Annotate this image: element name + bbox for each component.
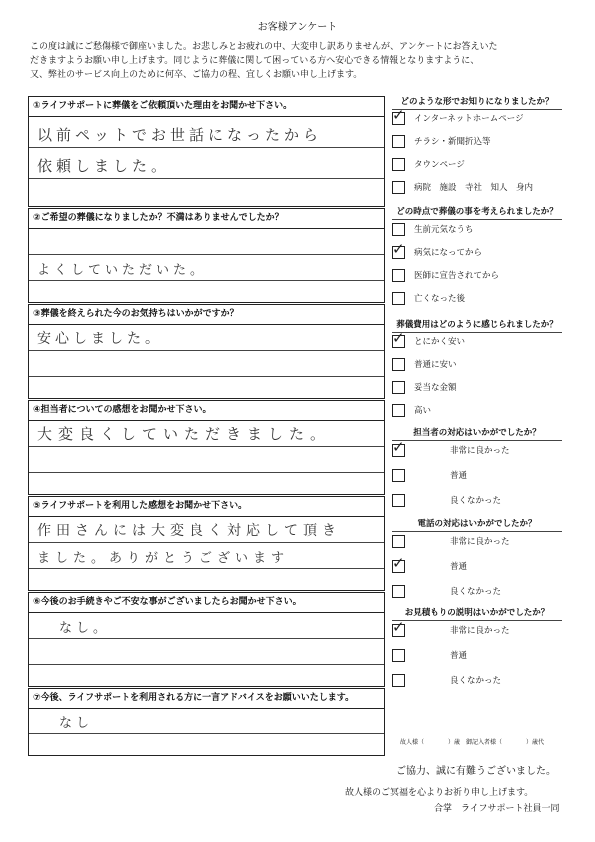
option-row (392, 494, 564, 512)
option-row (392, 223, 564, 241)
answer-line[interactable] (29, 613, 384, 639)
option-row (392, 181, 564, 199)
check-mark-icon: ✓ (392, 554, 405, 572)
question-6-label: ⑥今後のお手続きやご不安な事がございましたらお聞かせ下さい。 (29, 593, 384, 613)
answer-line[interactable] (29, 569, 384, 593)
check-mark-icon: ✓ (392, 618, 405, 636)
option-label: 普通 (450, 471, 468, 481)
thanks-text: ご協力、誠に有難うございました。 (396, 766, 556, 777)
answer-line[interactable] (29, 665, 384, 689)
option-label: 病院 施設 寺社 知人 身内 (414, 183, 534, 193)
option-row (392, 158, 564, 176)
checkbox[interactable] (392, 240, 405, 259)
option-label: 生前元気なうち (414, 225, 474, 235)
option-group-header: お見積もりの説明はいかがでしたか？ (392, 607, 562, 621)
option-label: とにかく安い (414, 337, 466, 347)
checkbox[interactable] (392, 223, 405, 236)
question-2-label: ②ご希望の葬儀になりましたか？不満はありませんでしたか？ (29, 209, 384, 229)
checkbox[interactable] (392, 618, 405, 637)
checkbox[interactable] (392, 469, 405, 482)
answer-line[interactable] (29, 421, 384, 447)
answer-text: 以前ペットでお世話になったから (37, 126, 323, 144)
option-group-header: どのような形でお知りになりましたか？ (392, 96, 562, 110)
question-7-box (28, 688, 385, 756)
intro-text (30, 40, 570, 82)
question-6-box (28, 592, 385, 687)
option-row (392, 358, 564, 376)
option-label: 非常に良かった (450, 446, 510, 456)
option-label: 高い (414, 406, 432, 416)
question-3-box (28, 304, 385, 399)
answer-text: 作田さんには大変良く対応して頂き (37, 523, 341, 539)
check-mark-icon: ✓ (392, 438, 405, 456)
checkbox[interactable] (392, 358, 405, 371)
checkbox[interactable] (392, 494, 405, 507)
question-5-label: ⑤ライフサポートを利用した感想をお聞かせ下さい。 (29, 497, 384, 517)
option-row (392, 404, 564, 422)
answer-text: なし (59, 716, 94, 731)
closing-text: 合掌 ライフサポート社員一同 (434, 804, 560, 814)
answer-text: ました。ありがとうございます (37, 551, 290, 566)
option-label: インターネットホームページ (414, 114, 524, 124)
answer-line[interactable] (29, 229, 384, 255)
answer-line[interactable] (29, 639, 384, 665)
answer-line[interactable] (29, 473, 384, 497)
option-row (392, 269, 564, 287)
checkbox[interactable] (392, 438, 405, 457)
option-row (392, 135, 564, 153)
option-group-header: 担当者の対応はいかがでしたか？ (392, 427, 562, 441)
option-row (392, 649, 564, 667)
checkbox[interactable] (392, 535, 405, 548)
answer-line[interactable] (29, 255, 384, 281)
question-1-label: ①ライフサポートに葬儀をご依頼頂いた理由をお聞かせ下さい。 (29, 97, 384, 117)
check-mark-icon: ✓ (392, 106, 405, 124)
option-label: 良くなかった (450, 676, 502, 686)
option-label: 普通 (450, 651, 468, 661)
option-label: 医師に宣告されてから (414, 271, 500, 281)
option-label: 良くなかった (450, 496, 502, 506)
option-label: 妥当な金額 (414, 383, 457, 393)
page-title: お客様アンケート (257, 22, 338, 33)
option-label: 良くなかった (450, 587, 502, 597)
answer-line[interactable] (29, 281, 384, 305)
answer-line[interactable] (29, 543, 384, 569)
question-5-box (28, 496, 385, 591)
option-label: 病気になってから (414, 248, 483, 258)
answer-line[interactable] (29, 734, 384, 756)
answer-line[interactable] (29, 377, 384, 401)
question-2-box (28, 208, 385, 303)
checkbox[interactable] (392, 404, 405, 417)
answer-line[interactable] (29, 447, 384, 473)
option-label: 普通に安い (414, 360, 457, 370)
answer-text: 依頼しました。 (37, 157, 171, 175)
answer-line[interactable] (29, 325, 384, 351)
answer-text: 安心しました。 (37, 331, 163, 347)
option-label: チラシ・新聞折込等 (414, 137, 491, 147)
checkbox[interactable] (392, 649, 405, 662)
answer-line[interactable] (29, 709, 384, 734)
option-row (392, 554, 564, 578)
intro-line: この度は誠にご愁傷様で御座いました。お悲しみとお疲れの中、大変申し訳ありませんが、アンケートにお答えいた (30, 42, 498, 52)
option-row (392, 329, 564, 353)
answer-text: よくしていただいた。 (37, 263, 208, 278)
option-row (392, 469, 564, 487)
option-row (392, 674, 564, 692)
option-label: 亡くなった後 (414, 294, 466, 304)
question-4-label: ④担当者についての感想をお聞かせ下さい。 (29, 401, 384, 421)
answer-line[interactable] (29, 117, 384, 148)
checkbox[interactable] (392, 585, 405, 598)
option-row (392, 381, 564, 399)
question-7-label: ⑦今後、ライフサポートを利用される方に一言アドバイスをお願いいたします。 (29, 689, 384, 709)
checkbox[interactable] (392, 269, 405, 282)
check-mark-icon: ✓ (392, 329, 405, 347)
checkbox[interactable] (392, 158, 405, 171)
option-row (392, 585, 564, 603)
option-row (392, 438, 564, 462)
option-label: 普通 (450, 562, 468, 572)
option-row (392, 106, 564, 130)
option-row (392, 535, 564, 553)
question-4-box (28, 400, 385, 495)
answer-line[interactable] (29, 351, 384, 377)
signature-line: 故人様（ ）歳 御記入者様（ ）歳代 (400, 739, 545, 746)
checkbox[interactable] (392, 181, 405, 194)
answer-text: 大変良くしていただきました。 (37, 425, 332, 443)
option-row (392, 618, 564, 642)
checkbox[interactable] (392, 329, 405, 348)
check-mark-icon: ✓ (392, 240, 405, 258)
answer-line[interactable] (29, 517, 384, 543)
checkbox[interactable] (392, 135, 405, 148)
option-label: タウンページ (414, 160, 465, 170)
checkbox[interactable] (392, 381, 405, 394)
question-1-box (28, 96, 385, 207)
checkbox[interactable] (392, 292, 405, 305)
answer-line[interactable] (29, 179, 384, 209)
prayer-text: 故人様のご冥福を心よりお祈り申し上げます。 (345, 788, 534, 798)
option-group-header: 葬儀費用はどのように感じられましたか？ (392, 319, 562, 333)
checkbox[interactable] (392, 106, 405, 125)
option-row (392, 292, 564, 310)
checkbox[interactable] (392, 554, 405, 573)
option-label: 非常に良かった (450, 537, 510, 547)
checkbox[interactable] (392, 674, 405, 687)
option-row (392, 240, 564, 264)
intro-line: だきますようお願い申し上げます。同じように葬儀に関して困っている方へ安心できる情報となりますように、 (30, 56, 480, 66)
option-label: 非常に良かった (450, 626, 510, 636)
question-3-label: ③葬儀を終えられた今のお気持ちはいかがですか？ (29, 305, 384, 325)
intro-line: 又、弊社のサービス向上のために何卒、ご協力の程、宜しくお願い申し上げます。 (30, 70, 363, 80)
answer-text: なし。 (59, 621, 111, 636)
answer-line[interactable] (29, 148, 384, 179)
option-group-header: どの時点で葬儀の事を考えられましたか？ (392, 206, 562, 220)
option-group-header: 電話の対応はいかがでしたか？ (392, 518, 562, 532)
